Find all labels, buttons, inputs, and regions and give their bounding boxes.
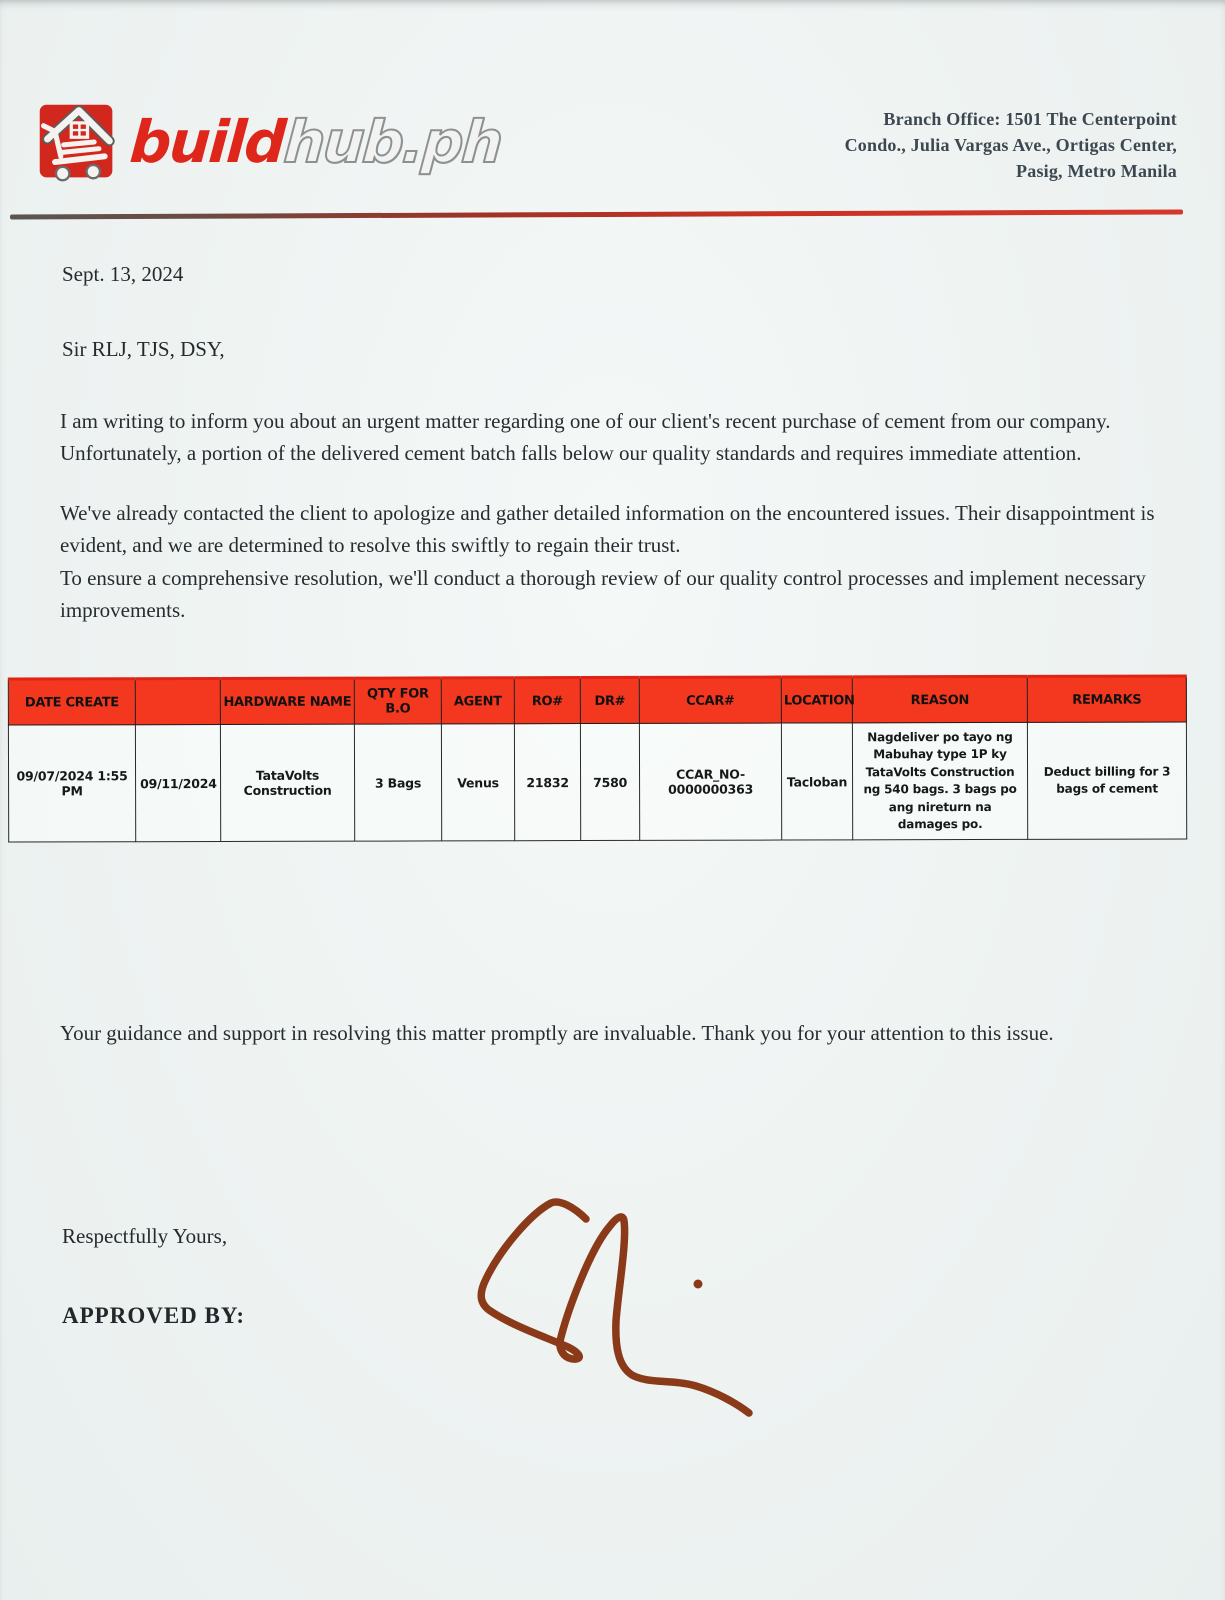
brand-wordmark (127, 108, 504, 176)
letter-paragraph-1: I am writing to inform you about an urgent matter regarding one of our client's recent purchase of cement from our company. Unfortunately, a portion of the delivered cement batch falls below our quality standards and requires immediate attention. (60, 409, 1111, 465)
cell-location: Tacloban (781, 723, 852, 841)
buildhub-logo (34, 96, 504, 188)
branch-office-address (747, 106, 1177, 184)
col-header-hardware-name: HARDWARE NAME (220, 678, 354, 724)
ccar-complaint-table (8, 674, 1186, 842)
col-header-location: LOCATION (781, 677, 852, 723)
signature-ink-dot (694, 1280, 703, 1289)
address-line-2: Condo., Julia Vargas Ave., Ortigas Center, (844, 135, 1177, 156)
cell-ccar-no: CCAR_NO-0000000363 (639, 723, 781, 841)
letterhead-divider-rule (10, 209, 1183, 219)
cell-date-2: 09/11/2024 (135, 724, 220, 842)
col-header-ccar-no: CCAR# (639, 677, 781, 723)
col-header-remarks: REMARKS (1027, 676, 1186, 722)
cell-date-create: 09/07/2024 1:55 PM (8, 725, 135, 843)
table-header-row (8, 676, 1186, 725)
brand-word-build: build (127, 108, 287, 176)
letter-date: Sept. 13, 2024 (62, 262, 184, 286)
cell-qty-for-bo: 3 Bags (354, 724, 441, 842)
col-header-agent: AGENT (441, 678, 514, 724)
address-line-3: Pasig, Metro Manila (1016, 161, 1177, 182)
letter-paragraph-3: To ensure a comprehensive resolution, we'll conduct a thorough review of our quality control processes and implement necessary improvements. (60, 566, 1146, 622)
approved-by-label: APPROVED BY: (62, 1303, 246, 1328)
col-header-blank (135, 678, 220, 724)
cell-remarks: Deduct billing for 3 bags of cement (1027, 722, 1186, 840)
letter-salutation: Sir RLJ, TJS, DSY, (62, 337, 225, 361)
col-header-dr-no: DR# (580, 677, 639, 723)
cell-agent: Venus (441, 724, 514, 842)
col-header-reason: REASON (852, 676, 1027, 722)
letter-closing-paragraph: Your guidance and support in resolving this matter promptly are invaluable. Thank you for your attention to this issue. (60, 1021, 1054, 1045)
col-header-date-create: DATE CREATE (8, 679, 135, 725)
col-header-qty-for-bo: QTY FOR B.O (354, 678, 441, 724)
handwritten-signature (455, 1165, 785, 1435)
letter-sign-off: Respectfully Yours, (62, 1224, 228, 1248)
brand-word-hub-ph: hub.ph (281, 108, 504, 176)
col-header-ro-no: RO# (514, 678, 580, 724)
cell-hardware-name: TataVolts Construction (220, 724, 354, 842)
cell-reason: Nagdeliver po tayo ng Mabuhay type 1P ky TataVolts Construction ng 540 bags. 3 bags po ang nireturn na damages po. (852, 722, 1027, 840)
letter-paragraph-2: We've already contacted the client to apologize and gather detailed information on the encountered issues. Their disappointment is evident, and we are determined to resolve this swiftly to regain their trust. (60, 501, 1155, 557)
address-line-1: Branch Office: 1501 The Centerpoint (883, 109, 1177, 129)
cell-dr-no: 7580 (580, 723, 639, 840)
cart-house-logo-icon (34, 96, 120, 188)
cell-ro-no: 21832 (514, 724, 580, 842)
table-row (8, 722, 1186, 842)
